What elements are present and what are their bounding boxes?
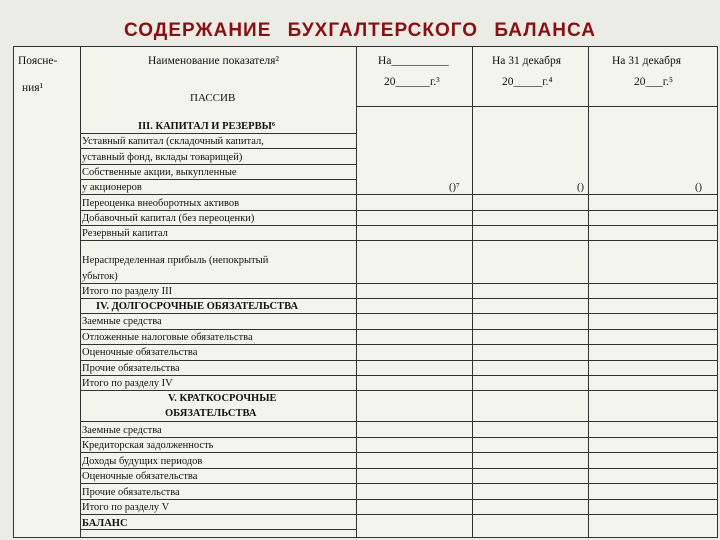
grid-line [80, 133, 356, 134]
value-col1-own-shares: ()⁷ [449, 182, 460, 193]
grid-line [80, 360, 356, 361]
header-date-2: На 31 декабря [492, 55, 562, 67]
table-row-label: IV. ДОЛГОСРОЧНЫЕ ОБЯЗАТЕЛЬСТВА [96, 301, 299, 312]
grid-line [356, 313, 718, 314]
grid-line [80, 468, 356, 469]
table-row-label: у акционеров [82, 182, 142, 193]
header-indicator-name: Наименование показателя² [148, 55, 279, 67]
grid-line [356, 360, 718, 361]
grid-line [80, 298, 356, 299]
table-row-label: уставный фонд, вклады товарищей) [82, 152, 243, 163]
grid-line [356, 240, 718, 241]
grid-line [356, 283, 718, 284]
grid-line [80, 499, 356, 500]
header-date-3-year: 20___г.⁵ [634, 76, 674, 88]
grid-line [356, 344, 718, 345]
grid-line [13, 46, 14, 538]
grid-line [356, 499, 718, 500]
table-row-label: Переоценка внеоборотных активов [82, 198, 240, 209]
grid-line [356, 437, 718, 438]
grid-line [80, 437, 356, 438]
grid-line [356, 452, 718, 453]
grid-line [356, 390, 718, 391]
table-row-label: Заемные средства [82, 316, 162, 327]
table-row-label: V. КРАТКОСРОЧНЫЕ [168, 393, 277, 404]
grid-line [588, 46, 589, 538]
table-row-label: Кредиторская задолженность [82, 440, 214, 451]
table-row-label: Доходы будущих периодов [82, 456, 203, 467]
table-row-label: Оценочные обязательства [82, 471, 198, 482]
header-notes-2: ния¹ [22, 82, 44, 94]
grid-line [80, 375, 356, 376]
grid-line [80, 46, 81, 538]
table-row-label: Собственные акции, выкупленные [82, 167, 237, 178]
grid-line [13, 537, 718, 538]
table-row-label: Заемные средства [82, 425, 162, 436]
grid-line [80, 210, 356, 211]
grid-line [80, 313, 356, 314]
grid-line [356, 210, 718, 211]
table-row-label: Нераспределенная прибыль (непокрытый [82, 255, 269, 266]
grid-line [356, 194, 718, 195]
grid-line [356, 225, 718, 226]
grid-line [80, 483, 356, 484]
grid-line [80, 225, 356, 226]
header-notes: Поясне- [18, 55, 58, 67]
header-date-3: На 31 декабря [612, 55, 682, 67]
grid-line [356, 46, 357, 538]
grid-line [356, 421, 718, 422]
table-row-label: ОБЯЗАТЕЛЬСТВА [165, 408, 257, 419]
table-row-label: Резервный капитал [82, 228, 168, 239]
header-date-1-year: 20______г.³ [384, 76, 440, 88]
table-row-label: Итого по разделу III [82, 286, 173, 297]
table-row-label: БАЛАНС [82, 518, 128, 529]
table-row-label: Уставный капитал (складочный капитал, [82, 136, 264, 147]
grid-line [13, 46, 718, 47]
table-row-label: Прочие обязательства [82, 487, 180, 498]
grid-line [80, 514, 356, 515]
table-row-label: Итого по разделу V [82, 502, 170, 513]
grid-line [80, 329, 356, 330]
section-title: ПАССИВ [190, 92, 236, 104]
grid-line [356, 298, 718, 299]
value-col2-own-shares: () [577, 182, 584, 193]
header-date-2-year: 20_____г.⁴ [502, 76, 553, 88]
grid-line [80, 164, 356, 165]
page-title: СОДЕРЖАНИЕ БУХГАЛТЕРСКОГО БАЛАНСА [124, 20, 596, 41]
table-row-label: Оценочные обязательства [82, 347, 198, 358]
grid-line [356, 106, 718, 107]
table-row-label: Добавочный капитал (без переоценки) [82, 213, 255, 224]
value-col3-own-shares: () [695, 182, 702, 193]
table-row-label: III. КАПИТАЛ И РЕЗЕРВЫ⁶ [138, 121, 276, 132]
grid-line [356, 329, 718, 330]
grid-line [80, 194, 356, 195]
grid-line [80, 421, 356, 422]
grid-line [356, 514, 718, 515]
grid-line [80, 240, 356, 241]
table-row-label: Прочие обязательства [82, 363, 180, 374]
grid-line [356, 375, 718, 376]
table-row-label: Отложенные налоговые обязательства [82, 332, 253, 343]
header-date-1: На__________ [378, 55, 449, 67]
grid-line [80, 344, 356, 345]
grid-line [80, 452, 356, 453]
grid-line [80, 283, 356, 284]
grid-line [80, 390, 356, 391]
table-row-label: убыток) [82, 271, 118, 282]
grid-line [356, 483, 718, 484]
grid-line [80, 148, 356, 149]
grid-line [80, 179, 356, 180]
grid-line [356, 468, 718, 469]
grid-line [472, 46, 473, 538]
table-row-label: Итого по разделу IV [82, 378, 173, 389]
grid-line [717, 46, 718, 538]
